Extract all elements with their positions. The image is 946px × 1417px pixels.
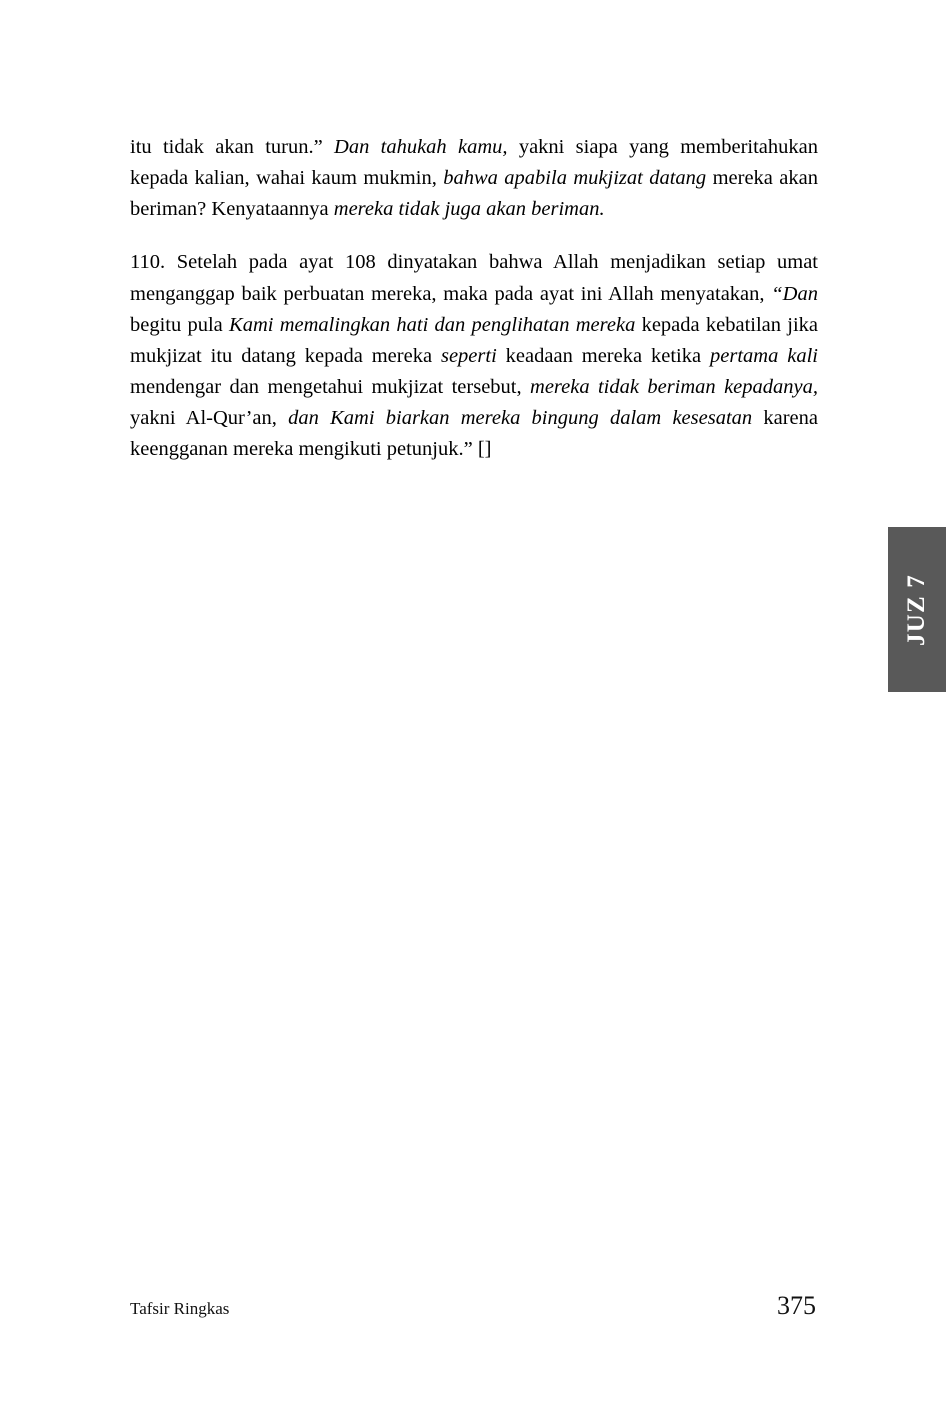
text-column bbox=[130, 132, 818, 466]
text-run-italic: dan Kami biarkan mereka bingung dalam kesesatan bbox=[288, 407, 753, 430]
text-run-italic: pertama kali bbox=[710, 344, 818, 367]
text-run: 110. Setelah pada ayat 108 dinyatakan bahwa Allah menjadikan setiap umat menganggap baik perbuatan mereka, maka pada ayat ini Allah menyatakan, bbox=[130, 251, 818, 305]
text-run-italic: seperti bbox=[440, 344, 497, 367]
text-run: keadaan mereka ketika bbox=[496, 344, 710, 367]
text-run: kepada kebatilan jika mukjizat itu datang kepada mereka bbox=[130, 313, 818, 367]
juz-side-tab-label: JUZ 7 bbox=[903, 573, 931, 646]
paragraph-verse-110 bbox=[130, 247, 818, 465]
text-run: karena keengganan mereka mengikuti petunjuk.” bbox=[130, 407, 819, 461]
text-run: mendengar dan mengetahui mukjizat tersebut, bbox=[130, 376, 531, 399]
text-run: yakni Al-Qur’an, bbox=[130, 407, 289, 430]
juz-side-tab bbox=[888, 527, 946, 692]
text-run: mereka akan beriman? Kenyataannya bbox=[130, 167, 818, 221]
page-footer bbox=[130, 1291, 816, 1321]
text-run-italic: mereka tidak juga akan beriman. bbox=[333, 198, 605, 221]
footer-page-number: 375 bbox=[777, 1291, 816, 1320]
text-run-italic: Dan tahukah kamu, bbox=[334, 136, 508, 158]
text-run: begitu pula bbox=[130, 313, 230, 336]
paragraph-continuation bbox=[130, 132, 818, 225]
text-run-italic: “Dan bbox=[771, 282, 818, 305]
text-run: itu tidak akan turun.” bbox=[130, 136, 335, 158]
end-marker: [] bbox=[477, 438, 492, 461]
text-run-italic: bahwa apabila mukjizat datang bbox=[443, 167, 707, 190]
footer-book-title: Tafsir Ringkas bbox=[130, 1299, 230, 1318]
text-run-italic: Kami memalingkan hati dan penglihatan mereka bbox=[229, 313, 636, 336]
text-run: yakni siapa yang memberitahukan kepada kalian, wahai kaum mukmin, bbox=[130, 136, 818, 190]
text-run-italic: mereka tidak beriman kepadanya, bbox=[530, 376, 818, 399]
